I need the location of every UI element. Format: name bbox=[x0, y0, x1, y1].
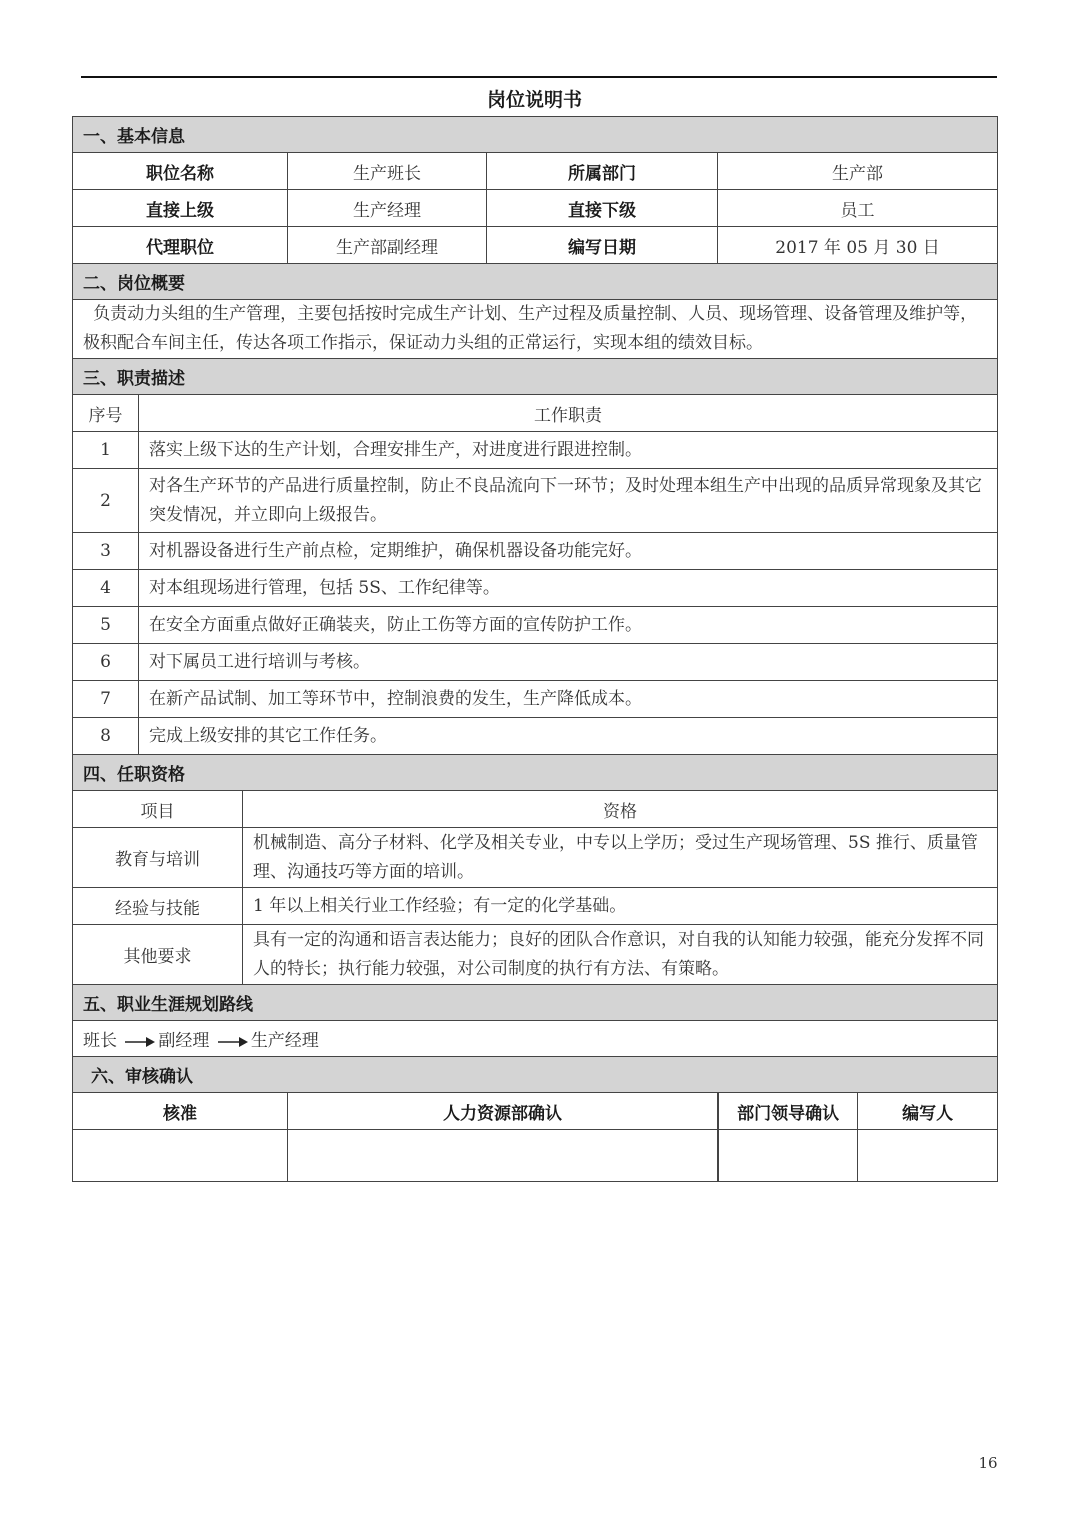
review-col-group bbox=[718, 1093, 998, 1130]
subordinate-label: 直接下级 bbox=[487, 190, 718, 227]
section-career bbox=[73, 985, 998, 1021]
duty-text: 对机器设备进行生产前点检，定期维护，确保机器设备功能完好。 bbox=[139, 533, 998, 570]
sign-box-dept-leader[interactable] bbox=[719, 1130, 858, 1181]
duty-no: 6 bbox=[73, 644, 139, 681]
review-col-approve: 核准 bbox=[73, 1093, 288, 1130]
duty-text-header: 工作职责 bbox=[139, 395, 998, 432]
career-step: 副经理 bbox=[158, 1031, 210, 1051]
superior-label: 直接上级 bbox=[73, 190, 288, 227]
duty-text: 在安全方面重点做好正确装夹，防止工伤等方面的宣传防护工作。 bbox=[139, 607, 998, 644]
review-header-row bbox=[73, 1093, 998, 1130]
qual-item: 教育与培训 bbox=[73, 828, 243, 888]
deputy-label: 代理职位 bbox=[73, 227, 288, 264]
duty-no: 2 bbox=[73, 469, 139, 533]
section-duties bbox=[73, 359, 998, 395]
qual-row bbox=[73, 925, 998, 985]
duty-row bbox=[73, 718, 998, 755]
review-sign-row bbox=[73, 1130, 998, 1182]
section-basic-info bbox=[73, 117, 998, 153]
career-path bbox=[73, 1021, 998, 1057]
duty-no: 7 bbox=[73, 681, 139, 718]
section-review bbox=[73, 1057, 998, 1093]
sign-box-hr[interactable] bbox=[288, 1130, 718, 1182]
duty-no: 4 bbox=[73, 570, 139, 607]
duty-text: 落实上级下达的生产计划，合理安排生产，对进度进行跟进控制。 bbox=[139, 432, 998, 469]
page-number: 16 bbox=[978, 1454, 998, 1472]
department-value: 生产部 bbox=[718, 153, 998, 190]
review-col-dept-leader: 部门领导确认 bbox=[719, 1093, 858, 1129]
basic-info-row bbox=[73, 153, 998, 190]
review-subtable bbox=[718, 1093, 997, 1129]
duty-no: 5 bbox=[73, 607, 139, 644]
top-rule bbox=[81, 76, 997, 78]
career-row bbox=[73, 1021, 998, 1057]
qual-row bbox=[73, 828, 998, 888]
basic-info-row bbox=[73, 190, 998, 227]
duty-no: 8 bbox=[73, 718, 139, 755]
qual-header-row bbox=[73, 791, 998, 828]
duty-text: 对下属员工进行培训与考核。 bbox=[139, 644, 998, 681]
duty-row bbox=[73, 644, 998, 681]
section-summary bbox=[73, 264, 998, 300]
qual-item-header: 项目 bbox=[73, 791, 243, 828]
review-col-hr: 人力资源部确认 bbox=[288, 1093, 718, 1130]
duty-no: 3 bbox=[73, 533, 139, 570]
qual-req: 具有一定的沟通和语言表达能力；良好的团队合作意识，对自我的认知能力较强，能充分发挥不同人的特长；执行能力较强，对公司制度的执行有方法、有策略。 bbox=[243, 925, 998, 985]
section-title: 三、职责描述 bbox=[73, 359, 998, 395]
arrow-right-icon bbox=[124, 1036, 156, 1048]
basic-info-row bbox=[73, 227, 998, 264]
duty-text: 对本组现场进行管理，包括 5S、工作纪律等。 bbox=[139, 570, 998, 607]
qual-req: 机械制造、高分子材料、化学及相关专业，中专以上学历；受过生产现场管理、5S 推行、质量管理、沟通技巧等方面的培训。 bbox=[243, 828, 998, 888]
position-name-value: 生产班长 bbox=[288, 153, 487, 190]
job-description-table bbox=[72, 116, 998, 1182]
sign-subtable bbox=[718, 1130, 997, 1181]
sign-box-group bbox=[718, 1130, 998, 1182]
review-col-author: 编写人 bbox=[902, 1103, 954, 1124]
duty-row bbox=[73, 469, 998, 533]
department-label: 所属部门 bbox=[487, 153, 718, 190]
section-title: 六、审核确认 bbox=[73, 1057, 998, 1093]
qual-row bbox=[73, 888, 998, 925]
qual-req: 1 年以上相关行业工作经验；有一定的化学基础。 bbox=[243, 888, 998, 925]
duty-row bbox=[73, 681, 998, 718]
qual-item: 其他要求 bbox=[73, 925, 243, 985]
duty-row bbox=[73, 570, 998, 607]
career-step: 班长 bbox=[83, 1031, 117, 1051]
arrow-right-icon bbox=[217, 1036, 249, 1048]
career-step: 生产经理 bbox=[250, 1031, 319, 1051]
duty-row bbox=[73, 607, 998, 644]
duties-header-row bbox=[73, 395, 998, 432]
duty-no-header: 序号 bbox=[73, 395, 139, 432]
position-name-label: 职位名称 bbox=[73, 153, 288, 190]
sign-box-approve[interactable] bbox=[73, 1130, 288, 1182]
document-title: 岗位说明书 bbox=[486, 89, 582, 111]
subordinate-value: 员工 bbox=[718, 190, 998, 227]
summary-row bbox=[73, 300, 998, 359]
duty-text: 对各生产环节的产品进行质量控制，防止不良品流向下一环节；及时处理本组生产中出现的品质异常现象及其它突发情况，并立即向上级报告。 bbox=[139, 469, 998, 533]
duty-no: 1 bbox=[73, 432, 139, 469]
duty-row bbox=[73, 432, 998, 469]
section-title: 五、职业生涯规划路线 bbox=[73, 985, 998, 1021]
section-qualifications bbox=[73, 755, 998, 791]
summary-text: 负责动力头组的生产管理，主要包括按时完成生产计划、生产过程及质量控制、人员、现场管理、设备管理及维护等，极积配合车间主任，传达各项工作指示，保证动力头组的正常运行，实现本组的绩效目标。 bbox=[73, 300, 998, 359]
qual-req-header: 资格 bbox=[243, 791, 998, 828]
section-title: 二、岗位概要 bbox=[73, 264, 998, 300]
qual-item: 经验与技能 bbox=[73, 888, 243, 925]
deputy-value: 生产部副经理 bbox=[288, 227, 487, 264]
duty-row bbox=[73, 533, 998, 570]
section-title: 一、基本信息 bbox=[73, 117, 998, 153]
date-value: 2017 年 05 月 30 日 bbox=[718, 227, 998, 264]
duty-text: 在新产品试制、加工等环节中，控制浪费的发生，生产降低成本。 bbox=[139, 681, 998, 718]
date-label: 编写日期 bbox=[487, 227, 718, 264]
duty-text: 完成上级安排的其它工作任务。 bbox=[139, 718, 998, 755]
sign-box-author[interactable] bbox=[858, 1130, 997, 1181]
superior-value: 生产经理 bbox=[288, 190, 487, 227]
section-title: 四、任职资格 bbox=[73, 755, 998, 791]
